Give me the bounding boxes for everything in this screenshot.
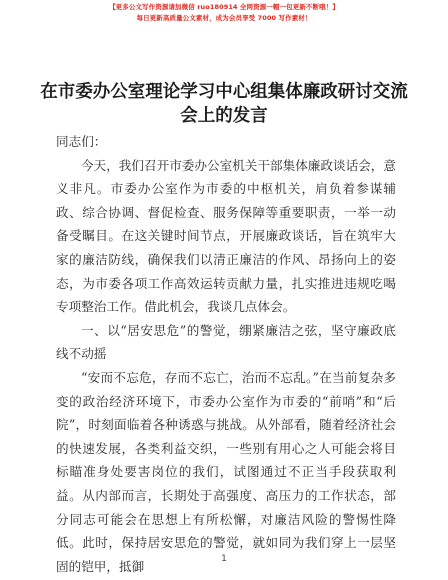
promo-banner xyxy=(0,2,448,24)
page-number: 1 xyxy=(221,554,227,564)
document-body xyxy=(56,130,396,578)
promo-banner-line-2: 每日更新高质量公文素材，成为会员享受 7000 写作素材！ xyxy=(136,14,312,22)
paragraph-section-1: “安而不忘危，存而不忘亡，治而不忘乱。”在当前复杂多变的政治经济环境下，市委办公室作为市委的“前哨”和“后院”，时刻面临着各种诱惑与挑战。从外部看，随着经济社会的快速发展，各类利益交织，一些别有用心之人可能会将目标瞄准身处要害岗位的我们，试图通过不正当手段获取利益。从内部而言，长期处于高强度、高压力的工作状态，部分同志可能会在思想上有所松懈，对廉洁风险的警惕性降低。此时，保持居安思危的警觉，就如同为我们穿上一层坚固的铠甲，抵御 xyxy=(56,369,396,574)
document-title: 在市委办公室理论学习中心组集体廉政研讨交流会上的发言 xyxy=(40,82,408,126)
paragraph-intro: 今天，我们召开市委办公室机关干部集体廉政谈话会，意义非凡。市委办公室作为市委的中枢机关，肩负着参谋辅政、综合协调、督促检查、服务保障等重要职责，一举一动备受瞩目。在这关键时间节点，开展廉政谈话，旨在筑牢大家的廉洁防线，确保我们以清正廉洁的作风、昂扬向上的姿态，为市委各项工作高效运转贡献力量，扎实推进违规吃喝专项整治工作。借此机会，我谈几点体会。 xyxy=(56,157,396,315)
section-heading-1: 一、以“居安思危”的警觉，绷紧廉洁之弦，坚守廉政底线不动摇 xyxy=(56,322,396,362)
salutation: 同志们： xyxy=(56,134,107,149)
promo-banner-line-1: 【更多公文写作资源请加微信 ruo180914 全网资源一帽一包更新不断哦！】 xyxy=(109,3,339,11)
